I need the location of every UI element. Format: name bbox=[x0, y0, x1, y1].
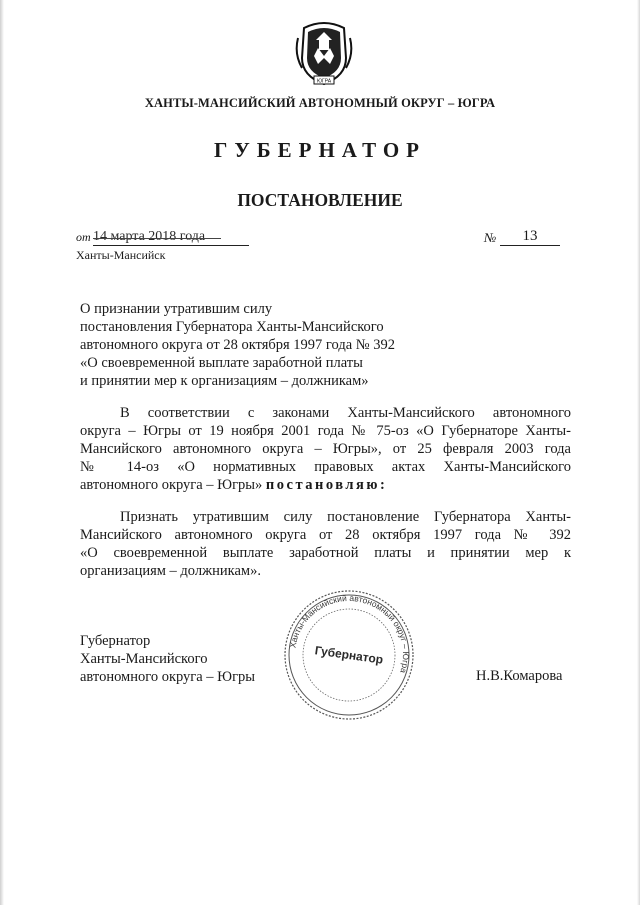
stamp-ring-text: Ханты-Мансийский автономный округ – Югра bbox=[287, 592, 412, 675]
office-title: ГУБЕРНАТОР bbox=[213, 138, 427, 162]
emblem-icon bbox=[294, 18, 354, 88]
paragraph-line: Мансийского автономного округа – Югры», от 25 февраля 2003 года bbox=[80, 441, 571, 457]
signatory-title-line: Губернатор bbox=[80, 633, 151, 649]
signatory-title-line: автономного округа – Югры bbox=[80, 669, 256, 685]
official-stamp bbox=[282, 588, 416, 722]
signatory-name: Н.В.Комарова bbox=[476, 668, 563, 684]
document-date: 14 марта 2018 года bbox=[93, 229, 249, 246]
paragraph-line: Мансийского автономного округа от 28 октября 1997 года № 392 bbox=[80, 527, 571, 543]
date-strike-line bbox=[93, 238, 221, 239]
paragraph-line: № 14-оз «О нормативных правовых актах Ханты-Мансийского bbox=[80, 459, 571, 475]
preamble-paragraph bbox=[80, 404, 571, 494]
region-title: ХАНТЫ-МАНСИЙСКИЙ АВТОНОМНЫЙ ОКРУГ – ЮГРА bbox=[144, 96, 496, 110]
signatory-title-line: Ханты-Мансийского bbox=[80, 651, 208, 667]
subject-line: «О своевременной выплате заработной платы bbox=[80, 355, 363, 371]
document-city: Ханты-Мансийск bbox=[76, 248, 166, 262]
document-subject bbox=[80, 300, 440, 390]
subject-line: и принятии мер к организациям – должникам» bbox=[80, 373, 369, 389]
document-number: 13 bbox=[500, 228, 560, 246]
paragraph-text: автономного округа – Югры» bbox=[80, 477, 263, 493]
scan-edge-left bbox=[0, 0, 4, 905]
document-type: ПОСТАНОВЛЕНИЕ bbox=[237, 190, 403, 210]
stamp-center-text: Губернатор bbox=[313, 643, 385, 667]
emblem-label: ЮГРА bbox=[316, 78, 332, 85]
operative-paragraph bbox=[80, 508, 571, 580]
paragraph-line bbox=[80, 476, 571, 494]
decree-colon: : bbox=[379, 477, 385, 493]
date-prefix: от bbox=[76, 230, 91, 244]
decree-keyword: постановляю bbox=[265, 477, 380, 493]
paragraph-line: организациям – должникам». bbox=[80, 563, 261, 579]
signatory-title bbox=[80, 632, 255, 686]
subject-line: постановления Губернатора Ханты-Мансийского bbox=[80, 319, 384, 335]
paragraph-line: В соответствии с законами Ханты-Мансийского автономного bbox=[120, 405, 571, 421]
paragraph-line: «О своевременной выплате заработной платы и принятии мер к bbox=[80, 545, 571, 561]
subject-line: О признании утратившим силу bbox=[80, 301, 273, 317]
paragraph-line: округа – Югры от 19 ноября 2001 года № 75-оз «О Губернаторе Ханты- bbox=[80, 423, 571, 439]
paragraph-line: Признать утратившим силу постановление Губернатора Ханты- bbox=[120, 509, 571, 525]
subject-line: автономного округа от 28 октября 1997 года № 392 bbox=[80, 337, 395, 353]
number-prefix: № bbox=[484, 230, 497, 245]
svg-text:Ханты-Мансийский автономный ок bbox=[287, 593, 411, 675]
